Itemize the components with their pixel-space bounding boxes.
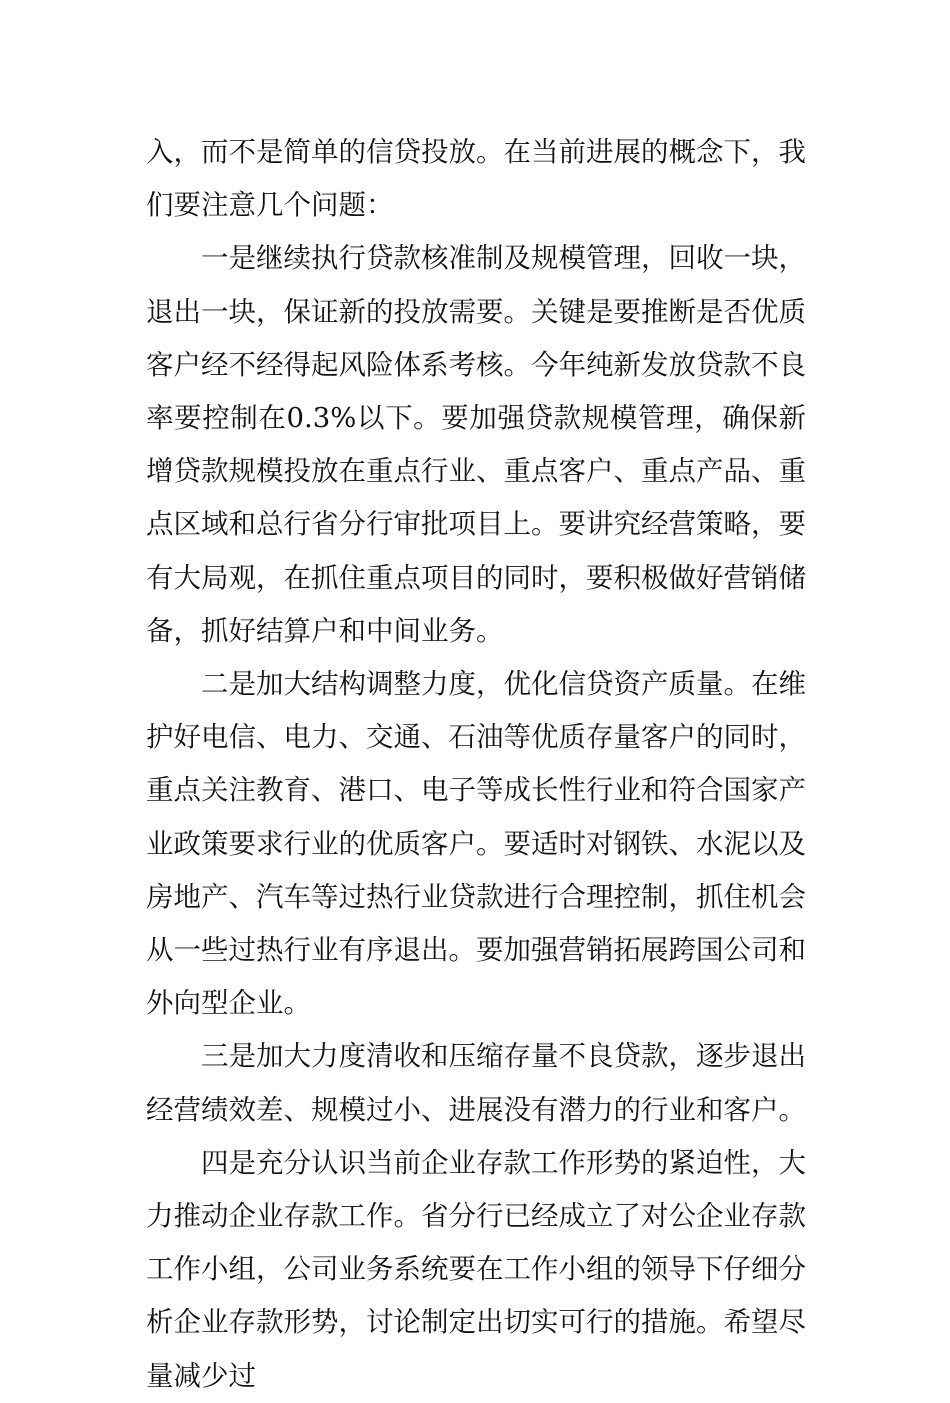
paragraph-4: 三是加大力度清收和压缩存量不良贷款，逐步退出经营绩效差、规模过小、进展没有潜力的行业和客户。	[146, 1040, 806, 1126]
paragraph-1: 入，而不是简单的信贷投放。在当前进展的概念下，我们要注意几个问题：	[146, 136, 806, 222]
document-body	[146, 126, 806, 1403]
paragraph-2: 一是继续执行贷款核准制及规模管理，回收一块，退出一块，保证新的投放需要。关键是要推断是否优质客户经不经得起风险体系考核。今年纯新发放贷款不良率要控制在0.3%以下。要加强贷款规模管理，确保新增贷款规模投放在重点行业、重点客户、重点产品、重点区域和总行省分行审批项目上。要讲究经营策略，要有大局观，在抓住重点项目的同时，要积极做好营销储备，抓好结算户和中间业务。	[146, 242, 806, 647]
paragraph-5: 四是充分认识当前企业存款工作形势的紧迫性，大力推动企业存款工作。省分行已经成立了对公企业存款工作小组，公司业务系统要在工作小组的领导下仔细分析企业存款形势，讨论制定出切实可行的措施。希望尽量减少过	[146, 1146, 806, 1392]
paragraph-3: 二是加大结构调整力度，优化信贷资产质量。在维护好电信、电力、交通、石油等优质存量客户的同时，重点关注教育、港口、电子等成长性行业和符合国家产业政策要求行业的优质客户。要适时对钢铁、水泥以及房地产、汽车等过热行业贷款进行合理控制，抓住机会从一些过热行业有序退出。要加强营销拓展跨国公司和外向型企业。	[146, 668, 806, 1020]
